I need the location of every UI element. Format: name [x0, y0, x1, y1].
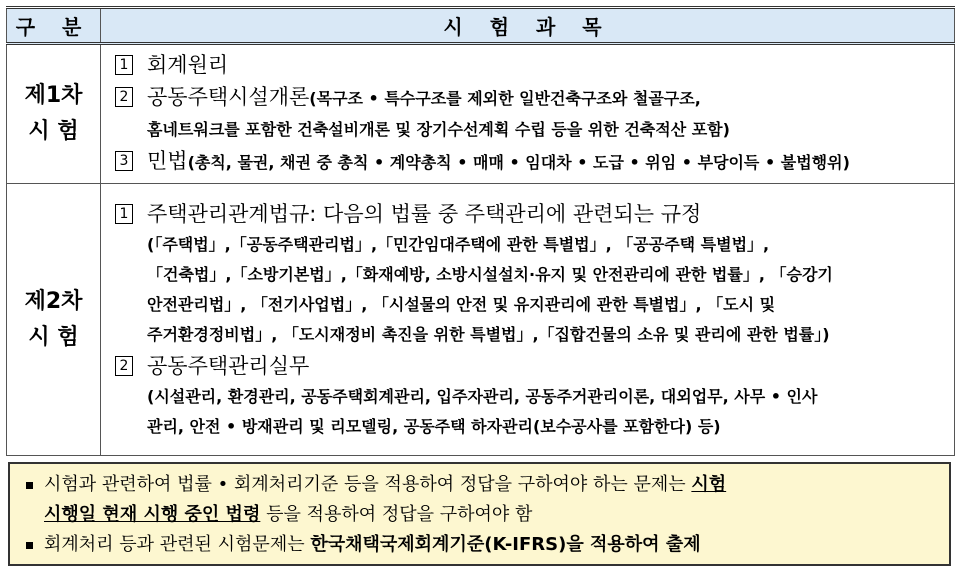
exam-subjects-table — [6, 6, 955, 456]
law-list-line: 안전관리법」, 「전기사업법」, 「시설물의 안전 및 유지관리에 관한 특별법」, 「도시 및 — [147, 294, 776, 314]
bullet-icon — [26, 482, 33, 489]
number-box: 2 — [115, 356, 133, 376]
round2-item-1 — [115, 198, 944, 230]
notice-text: 등을 적용하여 정답을 구하여야 함 — [266, 504, 533, 525]
number-box: 1 — [115, 204, 133, 224]
round1-item-1 — [115, 49, 944, 81]
law-list-line: 「건축법」,「소방기본법」,「화재예방, 소방시설설치·유지 및 안전관리에 관한 법률」, 「승강기 — [147, 264, 833, 284]
subject-line — [147, 145, 850, 179]
subject-title: 민법 — [147, 149, 188, 173]
table-header-row — [7, 8, 955, 44]
round1-item-2 — [115, 81, 944, 115]
round1-item-3 — [115, 145, 944, 179]
round2-subjects — [101, 184, 955, 456]
subject-title: 공동주택관리실무 — [147, 353, 310, 378]
subject-detail-cont: 홈네트워크를 포함한 건축설비개론 및 장기수선계획 수립 등을 위한 건축적산 포함) — [147, 120, 730, 139]
subject-line — [147, 81, 701, 115]
notice-emphasis: 시행일 현재 시행 중인 법령 — [44, 504, 261, 525]
notice-emphasis: 시험 — [691, 474, 727, 495]
number-box: 1 — [115, 55, 133, 75]
round1-label-line1: 제1차 — [24, 83, 83, 108]
header-subjects: 시 험 과 목 — [101, 8, 955, 44]
round2-label-line1: 제2차 — [24, 288, 83, 314]
round2-label — [7, 184, 101, 456]
number-box: 2 — [115, 87, 133, 107]
round1-label-line2: 시 험 — [28, 119, 79, 144]
header-category: 구 분 — [7, 8, 101, 44]
notice-text: 시험과 관련하여 법률 • 회계처리기준 등을 적용하여 정답을 구하여야 하는 문제는 — [44, 474, 686, 495]
subject-detail: (총칙, 물권, 채권 중 총칙 • 계약총칙 • 매매 • 임대차 • 도급 • 위임 • 부당이득 • 불법행위) — [187, 153, 850, 172]
subject-detail: (목구조 • 특수구조를 제외한 일반건축구조와 철골구조, — [309, 89, 701, 108]
subject-title: 주택관리관계법규: 다음의 법률 중 주택관리에 관련되는 규정 — [147, 201, 702, 226]
practice-detail-line: 관리, 안전 • 방재관리 및 리모델링, 공동주택 하자관리(보수공사를 포함한다) 등) — [147, 416, 721, 436]
exam-subjects-table-container — [6, 6, 956, 456]
round1-label — [7, 44, 101, 184]
round1-subjects — [101, 44, 955, 184]
notice-item-2 — [22, 530, 937, 560]
round2-label-line2: 시 험 — [28, 324, 79, 350]
number-box: 3 — [115, 151, 133, 171]
subject-title: 공동주택시설개론 — [147, 85, 310, 109]
notice-item-1 — [22, 470, 937, 530]
bullet-icon — [26, 542, 33, 549]
subject-title: 회계원리 — [147, 53, 229, 77]
round2-item-2 — [115, 350, 944, 382]
law-list-line: 주거환경정비법」, 「도시재정비 촉진을 위한 특별법」,「집합건물의 소유 및 관리에 관한 법률」) — [147, 324, 830, 344]
practice-detail-line: (시설관리, 환경관리, 공동주택회계관리, 입주자관리, 공동주거관리이론, 대외업무, 사무 • 인사 — [147, 386, 818, 406]
notice-emphasis: 한국채택국제회계기준(K-IFRS)을 적용하여 출제 — [310, 534, 701, 555]
notice-text: 회계처리 등과 관련된 시험문제는 — [44, 534, 305, 555]
round2-row — [7, 184, 955, 456]
notice-box — [8, 462, 951, 566]
law-list-line: (「주택법」,「공동주택관리법」,「민간임대주택에 관한 특별법」, 「공공주택 특별법」, — [147, 234, 770, 254]
round1-row — [7, 44, 955, 184]
